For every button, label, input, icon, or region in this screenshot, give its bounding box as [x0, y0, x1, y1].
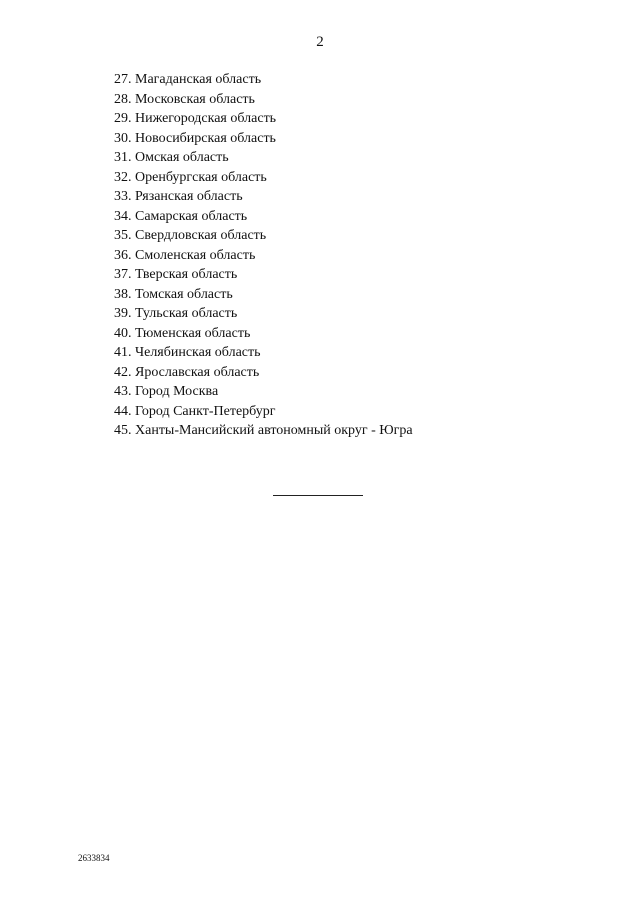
- end-separator-line: [273, 495, 363, 496]
- list-item: 39. Тульская область: [114, 306, 238, 321]
- list-item: 29. Нижегородская область: [114, 111, 277, 126]
- list-item: 35. Свердловская область: [114, 228, 267, 243]
- list-item: 36. Смоленская область: [114, 247, 256, 263]
- list-item: 37. Тверская область: [114, 267, 238, 282]
- list-item: 30. Новосибирская область: [114, 130, 276, 146]
- list-item: 40. Тюменская область: [114, 325, 251, 341]
- list-item: 44. Город Санкт-Петербург: [114, 403, 276, 419]
- page-number: 2: [316, 34, 324, 50]
- list-item: 43. Город Москва: [114, 384, 219, 399]
- list-item: 33. Рязанская область: [114, 189, 243, 204]
- list-item: 34. Самарская область: [114, 208, 248, 224]
- document-code: 2633834: [78, 853, 110, 863]
- list-item: 32. Оренбургская область: [114, 169, 267, 185]
- list-item: 42. Ярославская область: [114, 364, 260, 380]
- list-item: 45. Ханты-Мансийский автономный округ - Югра: [114, 423, 413, 438]
- list-item: 41. Челябинская область: [114, 345, 261, 360]
- list-item: 28. Московская область: [114, 91, 255, 107]
- region-list: [114, 70, 413, 441]
- list-item: 27. Магаданская область: [114, 72, 262, 87]
- list-item: 38. Томская область: [114, 286, 233, 302]
- list-item: 31. Омская область: [114, 150, 229, 165]
